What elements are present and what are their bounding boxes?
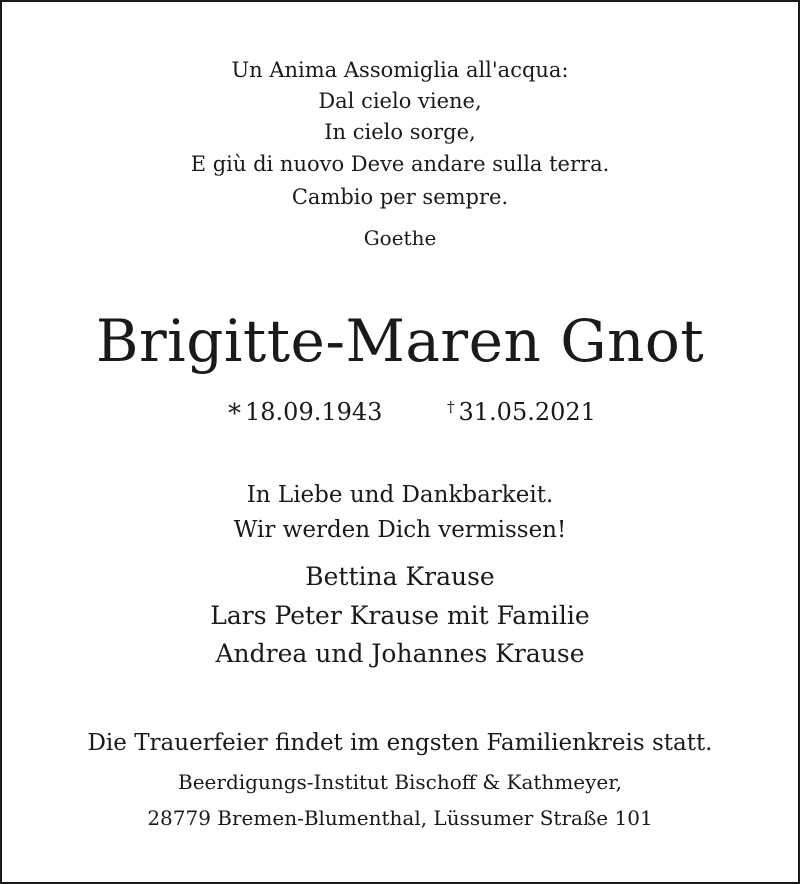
poem-author: Goethe: [363, 226, 437, 250]
mourner-name: Bettina Krause: [305, 562, 495, 591]
birth-date-group: [228, 400, 382, 427]
life-dates: [2, 396, 798, 429]
deceased-name: Brigitte-Maren Gnot: [95, 307, 705, 375]
poem-line: Cambio per sempre.: [291, 185, 509, 209]
ceremony-note: Die Trauerfeier findet im engsten Familienkreis statt.: [87, 730, 713, 756]
poem-line: In cielo sorge,: [324, 120, 476, 144]
tribute-line: In Liebe und Dankbarkeit.: [246, 482, 554, 508]
poem-line: Un Anima Assomiglia all'acqua:: [231, 58, 569, 82]
funeral-home-name: Beerdigungs-Institut Bischoff & Kathmeyer,: [178, 770, 622, 794]
birth-date: 18.09.1943: [245, 398, 383, 426]
mourner-name: Andrea und Johannes Krause: [215, 639, 585, 668]
birth-symbol: *: [228, 399, 241, 429]
mourner-name: Lars Peter Krause mit Familie: [210, 601, 590, 630]
poem-line: E giù di nuovo Deve andare sulla terra.: [190, 152, 610, 176]
poem-line: Dal cielo viene,: [318, 89, 482, 113]
death-date-group: [447, 400, 596, 424]
tribute-line: Wir werden Dich vermissen!: [233, 517, 567, 543]
death-date: 31.05.2021: [458, 398, 596, 426]
funeral-home-address: 28779 Bremen-Blumenthal, Lüssumer Straße 101: [147, 806, 653, 830]
death-symbol: †: [447, 398, 455, 416]
